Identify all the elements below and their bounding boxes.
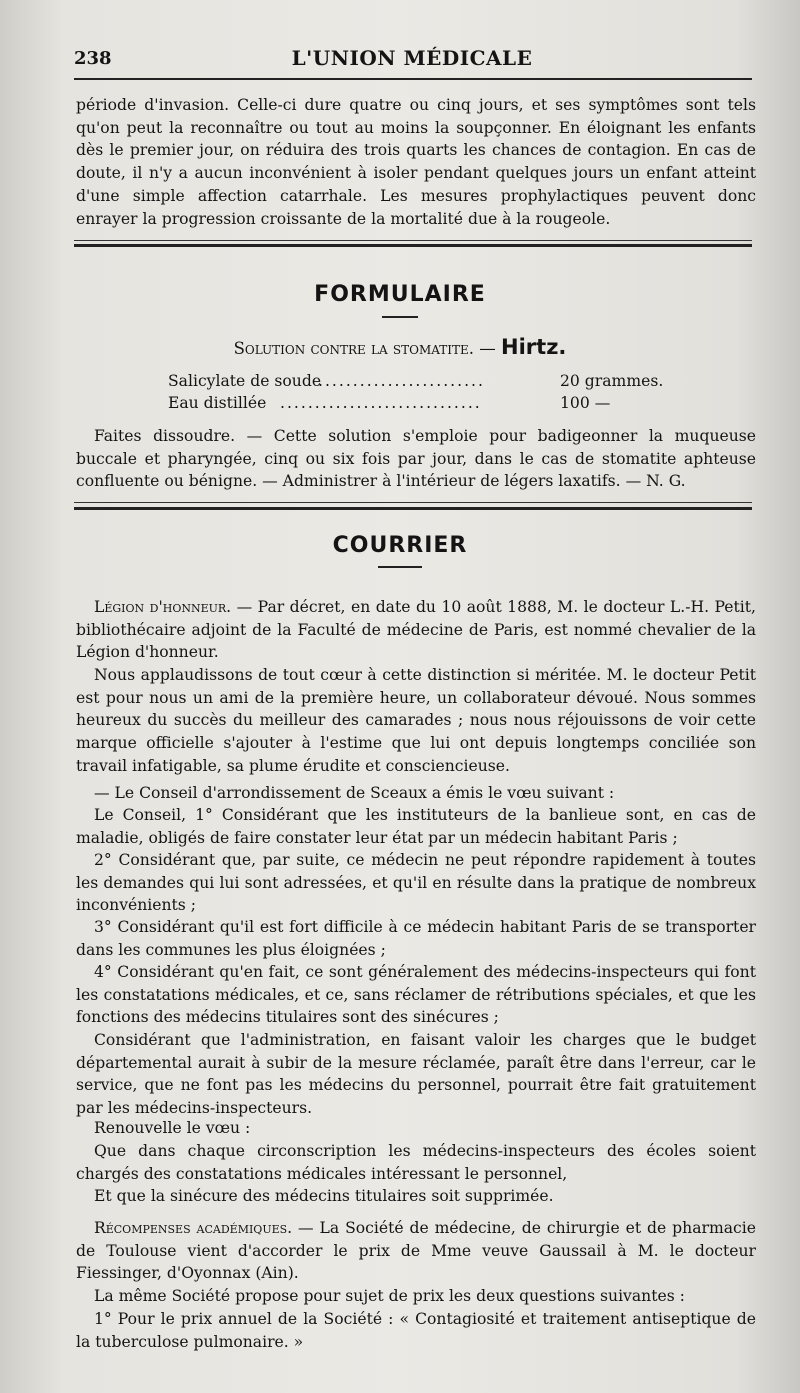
considerant-3: 3° Considérant qu'il est fort difficile à ce médecin habitant Paris de se transporter dans les communes les plus éloignées ; [76,918,756,959]
courrier-title: COURRIER [332,533,468,558]
recompenses-text: — La Société de médecine, de chirurgie et de pharmacie de Toulouse vient d'accorder le prix de Mme veuve Gaussail à M. le docteur Fiessinger, d'Oyonnax (Ain). [76,1219,756,1283]
intro-paragraph: période d'invasion. Celle-ci dure quatre ou cinq jours, et ses symptômes sont tels qu'on peut la reconnaître ou tout au moins la soupçonner. En éloignant les enfants dès le premier jour, on réduira des trois quarts les chances de contagion. En cas de doute, il n'y a aucun inconvénient à isoler pendant quelques jours un enfant atteint d'une simple affection catarrhale. Les mesures prophylactiques peuvent donc enrayer la progression croissante de la mortalité due à la rougeole. [76,96,756,228]
page-header [74,44,750,74]
prix-1: 1° Pour le prix annuel de la Société : « Contagiosité et traitement antiseptique de la tuberculose pulmonaire. » [76,1310,756,1351]
legion-paragraph [76,596,756,664]
considerant-1: Le Conseil, 1° Considérant que les instituteurs de la banlieue sont, en cas de maladie, obligés de faire constater leur état par un médecin habitant Paris ; [76,806,756,847]
legion-text: — Par décret, en date du 10 août 1888, M. le docteur L.-H. Petit, bibliothécaire adjoint de la Faculté de médecine de Paris, est nommé chevalier de la Légion d'honneur. [76,598,756,662]
leader-dots: ........................ [318,372,485,390]
section-rule-mid [74,502,752,503]
formulaire-title-underline [382,316,418,318]
leader-dots: ............................. [280,394,482,412]
ingredient-name: Eau distillée [168,394,267,412]
courrier-title-underline [378,566,422,568]
considerant-4: 4° Considérant qu'en fait, ce sont généralement des médecins-inspecteurs qui font les constatations médicales, et ce, sans réclamer de rétributions spéciales, et que les fonctions des médecins titulaires sont des sinécures ; [76,963,756,1027]
considerant-2: 2° Considérant que, par suite, ce médecin ne peut répondre rapidement à toutes les demandes qui lui sont adressées, et qu'il en résulte dans la pratique de nombreux inconvénients ; [76,851,756,915]
considerant-5: Considérant que l'administration, en faisant valoir les charges que le budget départemental aurait à subir de la mesure réclamée, paraît être dans l'erreur, car le service, que ne font pas les médecins du personnel, pourrait être fait gratuitement par les médecins-inspecteurs. [76,1031,756,1118]
section-rule-mid-thick [74,507,752,510]
running-title: L'UNION MÉDICALE [291,46,533,70]
formula-author: Hirtz. [501,335,567,359]
ingredient-quantity: 20 grammes. [560,372,664,390]
formulaire-heading [0,335,800,359]
applaud-paragraph: Nous applaudissons de tout cœur à cette distinction si méritée. M. le docteur Petit est pour nous un ami de la première heure, un collaborateur dévoué. Nous sommes heureux du succès du meilleur des camarades ; nous nous réjouissons de voir cette marque officielle s'ajouter à l'estime que lui ont depuis longtemps conciliée son travail infatigable, sa plume érudite et consciencieuse. [76,666,756,775]
societe-paragraph: La même Société propose pour sujet de prix les deux questions suivantes : [94,1287,685,1305]
conseil-intro: — Le Conseil d'arrondissement de Sceaux a émis le vœu suivant : [94,784,615,802]
recompenses-paragraph [76,1217,756,1285]
recompenses-label: Récompenses académiques. [94,1219,293,1237]
renouvelle: Renouvelle le vœu : [94,1119,251,1137]
section-rule-top-thick [74,244,752,247]
voeu-2: Et que la sinécure des médecins titulaires soit supprimée. [94,1187,554,1205]
ingredient-quantity: 100 — [560,394,611,412]
legion-label: Légion d'honneur. [94,598,232,616]
formulaire-title: FORMULAIRE [314,282,486,307]
page-number: 238 [74,48,112,69]
ingredient-name: Salicylate de soude [168,372,322,390]
formula-name: Solution contre la stomatite. — [233,339,496,358]
header-rule [74,78,752,80]
voeu-1: Que dans chaque circonscription les médecins-inspecteurs des écoles soient chargés des constatations médicales intéressant le personnel, [76,1142,756,1183]
formula-instructions: Faites dissoudre. — Cette solution s'emploie pour badigeonner la muqueuse buccale et pharyngée, cinq ou six fois par jour, dans le cas de stomatite aphteuse confluente ou bénigne. — Administrer à l'intérieur de légers laxatifs. — N. G. [76,427,756,491]
section-rule-top [74,240,752,241]
